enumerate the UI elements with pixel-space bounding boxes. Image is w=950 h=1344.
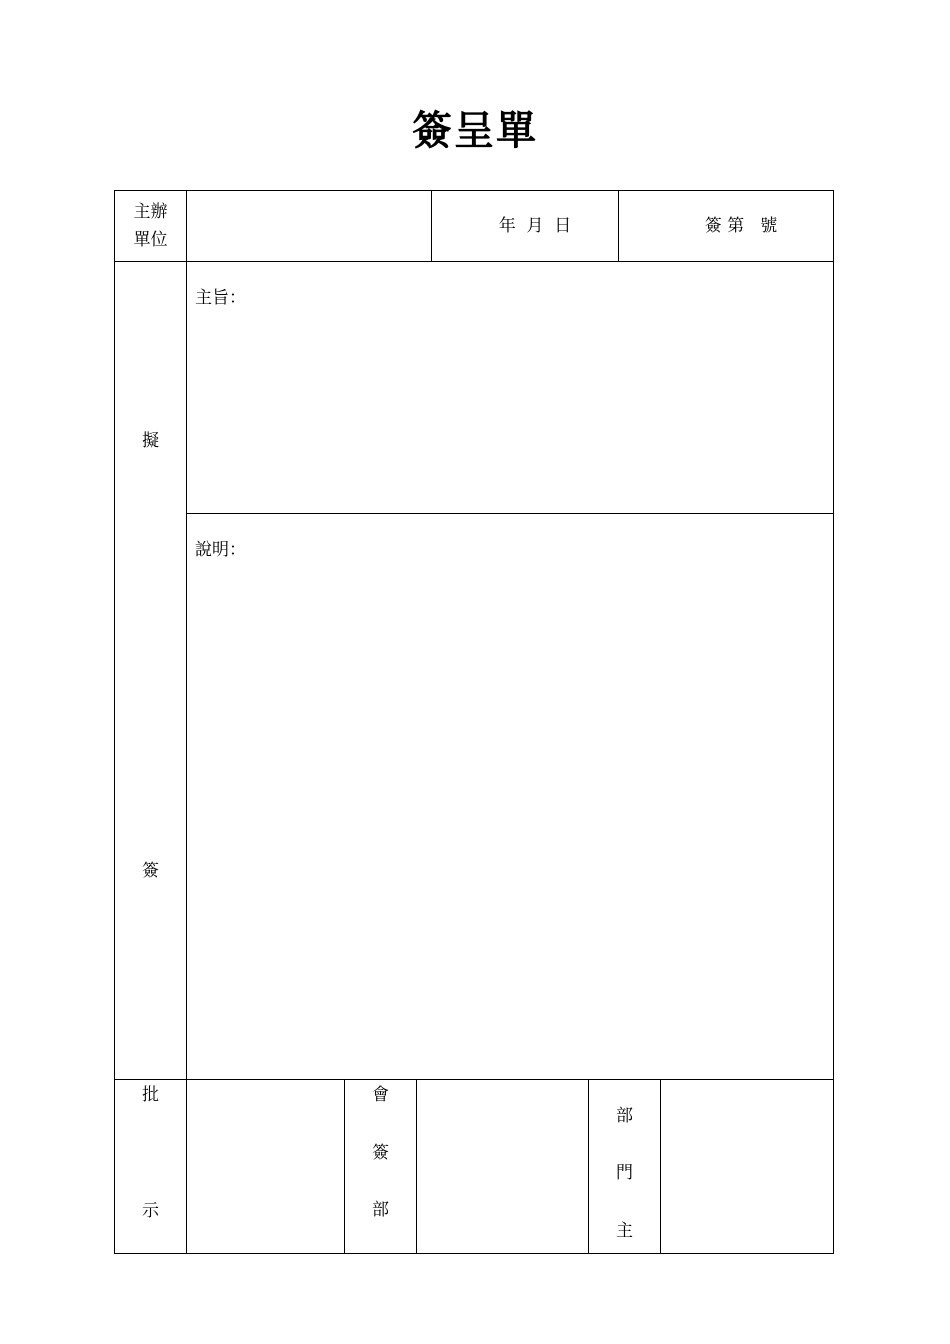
- subject-label: 主旨：: [195, 288, 246, 308]
- dept-head-char-2: 門: [616, 1163, 633, 1183]
- petition-form: [114, 190, 834, 1254]
- unit-value-field[interactable]: [186, 190, 432, 262]
- countersign-label-cell: [344, 1079, 417, 1254]
- draft-label-top: 擬: [142, 431, 159, 451]
- date-field[interactable]: [431, 190, 619, 262]
- dept-head-char-1: 部: [616, 1106, 633, 1126]
- dept-head-char-3: 主: [616, 1221, 633, 1241]
- draft-side-label-cell: [114, 261, 187, 1080]
- unit-label-cell: [114, 190, 187, 262]
- document-title: 簽呈單: [412, 107, 538, 154]
- countersign-char-2: 簽: [372, 1143, 389, 1163]
- draft-label-bottom: 簽: [142, 861, 159, 881]
- unit-label-line2: 單位: [133, 230, 168, 250]
- countersign-char-3: 部: [372, 1200, 389, 1220]
- dept-head-field[interactable]: [660, 1079, 834, 1254]
- countersign-field[interactable]: [416, 1079, 589, 1254]
- approval-field[interactable]: [186, 1079, 345, 1254]
- countersign-char-1: 會: [372, 1085, 389, 1105]
- unit-label-line1: 主辦: [133, 202, 168, 222]
- date-text: 年 月 日: [498, 216, 572, 236]
- description-field[interactable]: [186, 513, 834, 1080]
- dept-head-label-cell: [588, 1079, 661, 1254]
- approval-char-1: 批: [142, 1085, 159, 1105]
- sign-number-text: 簽 第 號: [704, 216, 778, 236]
- approval-char-2: 示: [142, 1201, 159, 1221]
- description-label: 說明：: [195, 540, 246, 560]
- sign-number-field[interactable]: [618, 190, 834, 262]
- subject-field[interactable]: [186, 261, 834, 514]
- approval-label-cell: [114, 1079, 187, 1254]
